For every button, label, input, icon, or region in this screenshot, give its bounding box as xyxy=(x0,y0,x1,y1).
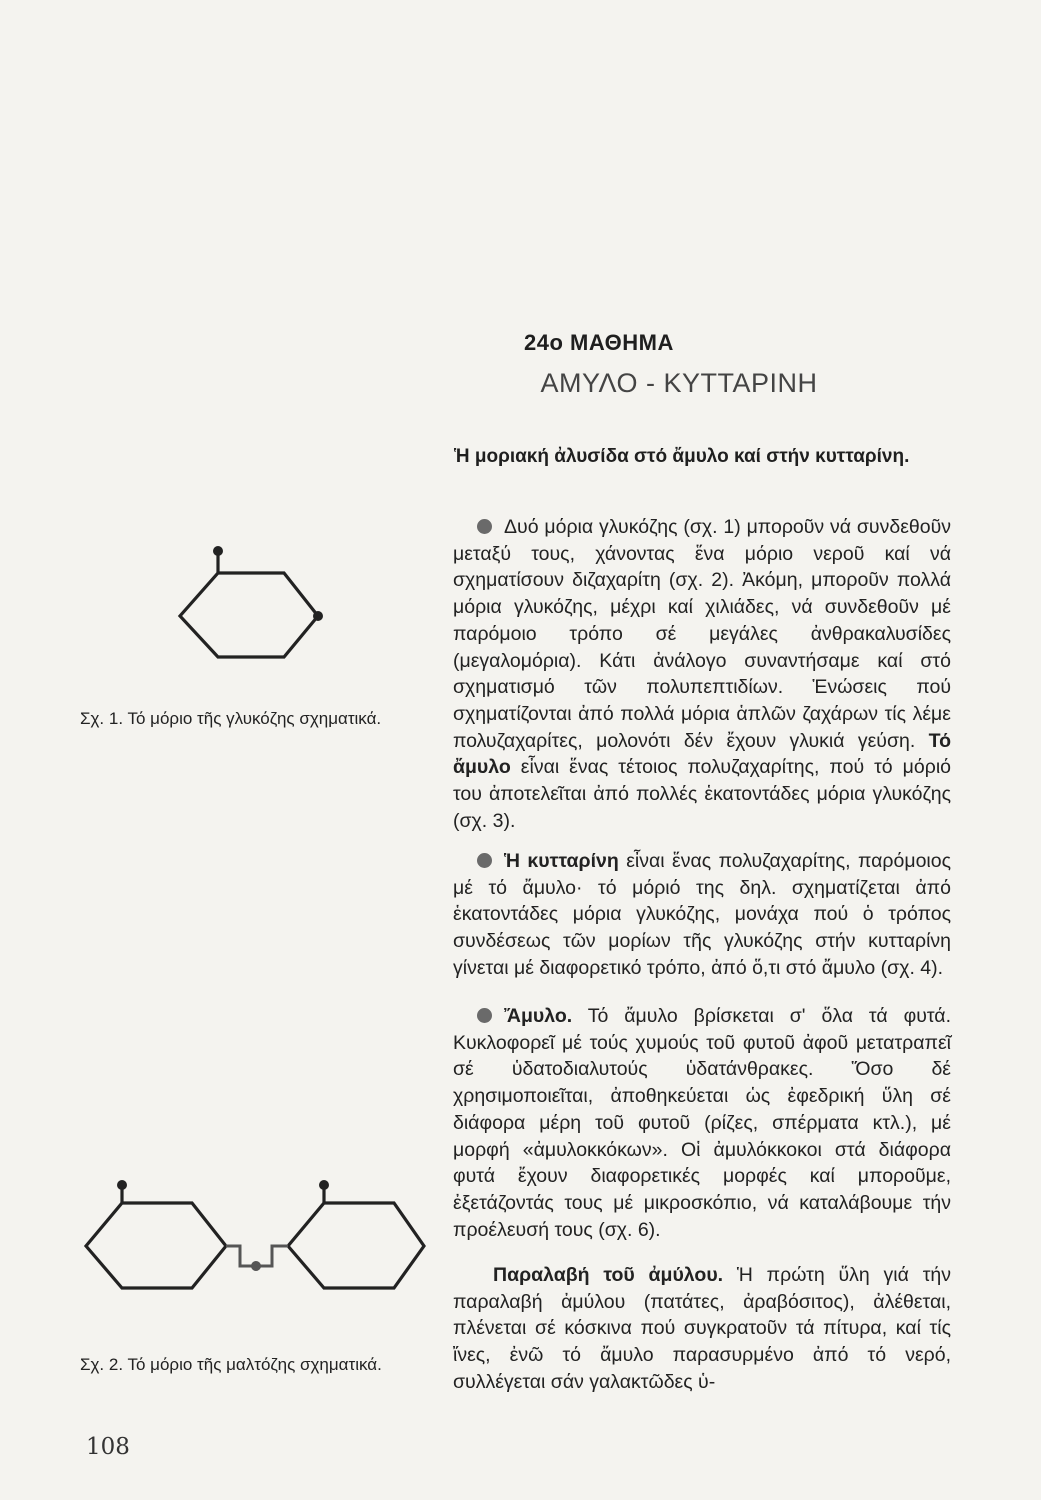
lesson-number: 24ο ΜΑΘΗΜΑ xyxy=(524,330,674,355)
maltose-hexagon-left xyxy=(86,1203,226,1288)
glucose-molecule-diagram xyxy=(170,545,330,665)
paragraph-4-text: Ἡ πρώτη ὕλη γιά τήν παραλαβή ἀμύλου (πατάτες, ἀραβόσιτος), ἀλέθεται, πλένεται σέ κόσκινα πού συγκρατοῦν τά πίτυρα, καί τίς ἴνες, ἐνῶ τό ἄμυλο παρασυρμένο ἀπό τό νερό, συλλέγεται σάν γαλακτῶδες ὑ- xyxy=(453,1264,951,1393)
paragraph-1-tail: εἶναι ἕνας τέτοιος πολυζαχαρίτης, πού τό μόριό του ἀποτελεῖται ἀπό πολλές ἑκατοντάδες μόρια γλυκόζης (σχ. 3). xyxy=(453,756,951,832)
paragraph-3-text: Τό ἄμυλο βρίσκεται σ' ὅλα τά φυτά. Κυκλοφορεῖ μέ τούς χυμούς τοῦ φυτοῦ ἀφοῦ μετατραπεῖ σέ ὑδατοδιαλυτούς ὑδατάνθρακες. Ὅσο δέ χρησιμοποιεῖται, ἀποθηκεύεται ὡς ἐφεδρική ὕλη σέ διάφορα μέρη τοῦ φυτοῦ (ρίζες, σπέρματα κτλ.), μέ μορφή «ἀμυλοκκόκων». Οἱ ἀμυλόκκοκοι στά διάφορα φυτά ἔχουν διαφορετικές μορφές καί μποροῦμε, ἐξετάζοντάς τους μέ μικροσκόπιο, νά καταλάβουμε τήν προέλευσή τους (σχ. 6). xyxy=(453,1005,951,1241)
bridge-oxygen-atom xyxy=(251,1261,261,1271)
paragraph-starch xyxy=(453,1003,951,1243)
glucose-hexagon xyxy=(180,573,318,657)
bullet-icon xyxy=(477,519,492,534)
paragraph-1-text: Δυό μόρια γλυκόζης (σχ. 1) μποροῦν νά συνδεθοῦν μεταξύ τους, χάνοντας ἕνα μόριο νεροῦ καί νά σχηματίσουν διζαχαρίτη (σχ. 2). Ἀκόμη, μποροῦν πολλά μόρια γλυκόζης, μέχρι καί χιλιάδες, νά συνδεθοῦν μέ παρόμοιο τρόπο σέ μεγάλες ἀνθρακαλυσίδες (μεγαλομόρια). Κάτι ἀνάλογο συναντήσαμε καί στό σχηματισμό τῶν πολυπεπτιδίων. Ἑνώσεις πού σχηματίζονται ἀπό πολλά μόρια ἁπλῶν ζαχάρων τίς λέμε πολυζαχαρίτες, μολονότι δέν ἔχουν γλυκιά γεύση. xyxy=(453,516,951,752)
maltose-atom-left-top xyxy=(117,1180,127,1190)
figure-2-caption: Σχ. 2. Τό μόριο τῆς μαλτόζης σχηματικά. xyxy=(80,1355,382,1374)
glucose-atom-right xyxy=(313,611,323,621)
paragraph-3-bold: Ἄμυλο. xyxy=(504,1005,573,1027)
paragraph-cellulose xyxy=(453,848,951,982)
paragraph-starch-extraction xyxy=(453,1262,951,1396)
page-number: 108 xyxy=(86,1434,130,1460)
paragraph-2-bold: Ἡ κυτταρίνη xyxy=(504,850,619,872)
bullet-icon xyxy=(477,1008,492,1023)
maltose-hexagon-right xyxy=(288,1203,424,1288)
paragraph-2-text: εἶναι ἕνας πολυζαχαρίτης, παρόμοιος μέ τό ἄμυλο· τό μόριό της δηλ. σχηματίζεται ἀπό ἑκατοντάδες μόρια γλυκόζης, μονάχα πού ὁ τρόπος συνδέσεως τῶν μορίων τῆς γλυκόζης στήν κυτταρίνη γίνεται μέ διαφορετικό τρόπο, ἀπό ὅ,τι στό ἄμυλο (σχ. 4). xyxy=(453,850,952,979)
paragraph-1-bold: Τό ἄμυλο xyxy=(453,729,951,779)
paragraph-4-bold: Παραλαβή τοῦ ἀμύλου. xyxy=(493,1264,724,1286)
glucose-atom-top xyxy=(213,546,223,556)
section-heading: Ἡ μοριακή ἀλυσίδα στό ἄμυλο καί στήν κυτταρίνη. xyxy=(454,446,910,467)
maltose-atom-right-top xyxy=(319,1180,329,1190)
bullet-icon xyxy=(477,853,492,868)
lesson-title: ΑΜΥΛΟ - ΚΥΤΤΑΡΙΝΗ xyxy=(540,368,818,398)
paragraph-glucose-chains xyxy=(453,514,951,834)
maltose-molecule-diagram xyxy=(80,1175,430,1295)
figure-1-caption: Σχ. 1. Τό μόριο τῆς γλυκόζης σχηματικά. xyxy=(80,709,382,728)
